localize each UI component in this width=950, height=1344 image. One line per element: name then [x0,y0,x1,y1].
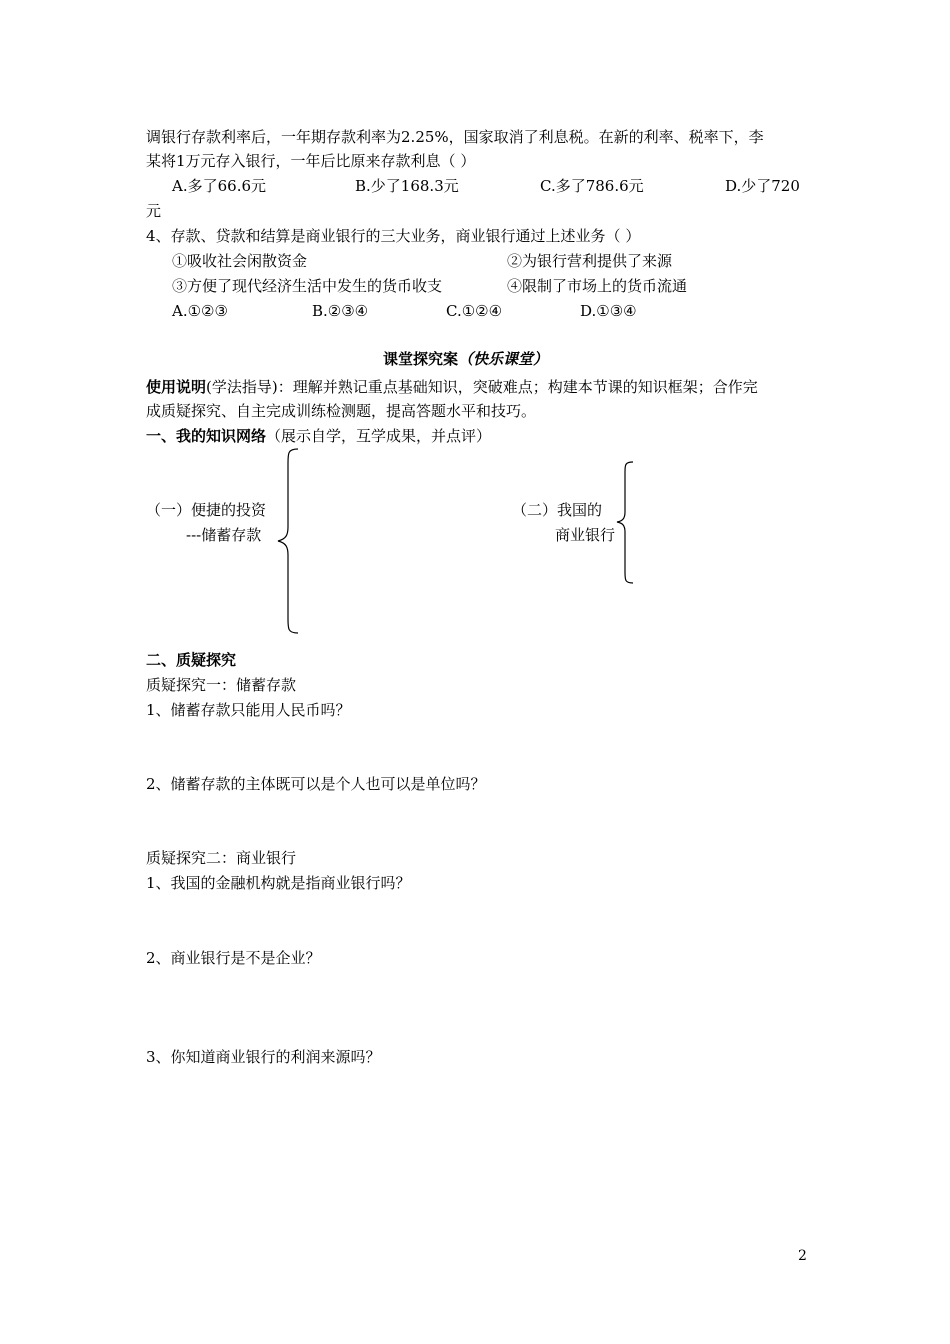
inquiry-part2-q1: 1、我国的金融机构就是指商业银行吗？ [146,874,411,892]
q3-option-d: D.少了720 [725,177,800,195]
network-heading: 一、我的知识网络 [146,427,267,445]
section-title [383,349,548,369]
inquiry-part1-q1: 1、储蓄存款只能用人民币吗？ [146,701,351,719]
network-left-line1: （一）便捷的投资 [146,501,267,519]
q4-item-4: ④限制了市场上的货币流通 [507,277,688,295]
q4-option-c: C.①②④ [446,302,503,320]
q4-item-1: ①吸收社会闲散资金 [172,252,308,270]
section-title-sub: （快乐课堂） [458,350,549,368]
q4-option-d: D.①③④ [580,302,637,320]
q3-option-c: C.多了786.6元 [540,177,644,195]
inquiry-part2-title: 质疑探究二：商业银行 [146,849,297,867]
q4-item-3: ③方便了现代经济生活中发生的货币收支 [172,277,443,295]
q4-option-b: B.②③④ [312,302,369,320]
left-curly-brace [276,447,302,635]
q3-option-d-tail: 元 [146,202,162,220]
inquiry-part2-q3: 3、你知道商业银行的利润来源吗？ [146,1048,381,1066]
network-right-line1: （二）我国的 [512,501,603,519]
usage-line1 [146,377,758,397]
usage-label: 使用说明 [146,378,207,396]
inquiry-part2-q2: 2、商业银行是不是企业？ [146,949,321,967]
usage-line2: 成质疑探究、自主完成训练检测题，提高答题水平和技巧。 [146,402,537,420]
q4-stem: 4、存款、贷款和结算是商业银行的三大业务，商业银行通过上述业务（ ） [146,227,641,245]
q3-option-b: B.少了168.3元 [355,177,459,195]
network-heading-line [146,426,491,446]
q3-stem-line2: 某将1万元存入银行，一年后比原来存款利息（ ） [146,152,476,170]
q3-stem-line1: 调银行存款利率后，一年期存款利率为2.25%，国家取消了利息税。在新的利率、税率下，李 [146,128,764,146]
network-right-line2: 商业银行 [555,526,616,544]
inquiry-part1-title: 质疑探究一：储蓄存款 [146,676,297,694]
network-left-line2: ---储蓄存款 [186,526,262,544]
page-number: 2 [798,1248,807,1264]
right-curly-brace [615,460,637,585]
q3-option-a: A.多了66.6元 [172,177,266,195]
section-title-main: 课堂探究案 [383,350,459,368]
inquiry-heading: 二、质疑探究 [146,651,237,669]
q4-item-2: ②为银行营利提供了来源 [507,252,673,270]
inquiry-part1-q2: 2、储蓄存款的主体既可以是个人也可以是单位吗？ [146,775,486,793]
usage-text-1: (学法指导)：理解并熟记重点基础知识，突破难点；构建本节课的知识框架；合作完 [206,378,758,396]
network-heading-note: （展示自学，互学成果，并点评） [266,427,492,445]
q4-option-a: A.①②③ [172,302,228,320]
